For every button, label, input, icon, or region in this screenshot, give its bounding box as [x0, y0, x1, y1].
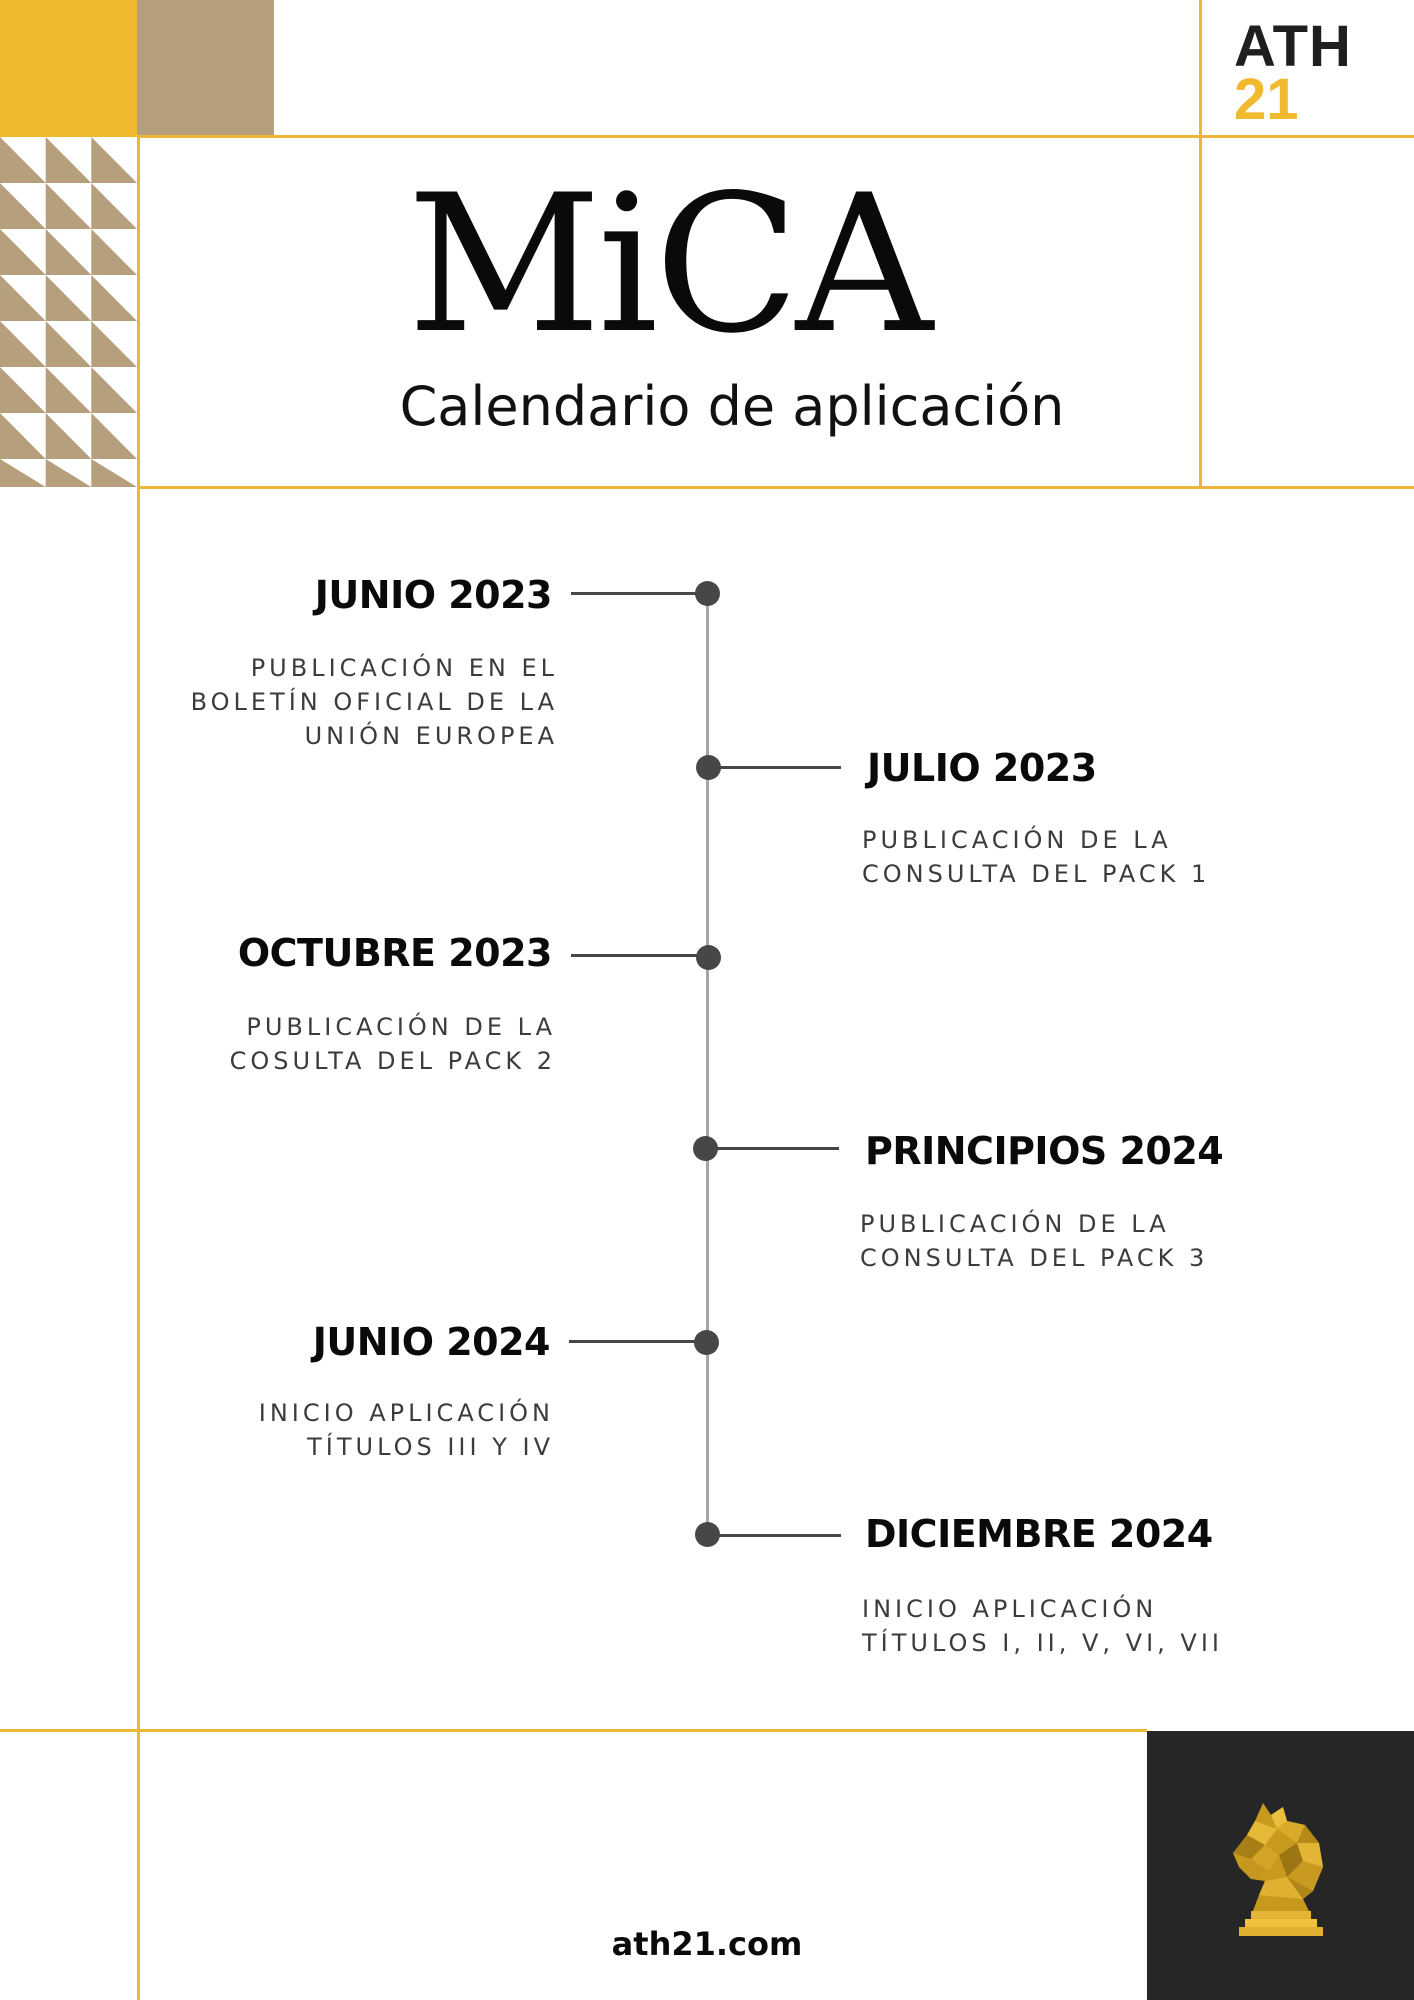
timeline-dot	[694, 1330, 719, 1355]
timeline-description: PUBLICACIÓN EN EL BOLETÍN OFICIAL DE LA UNIÓN EUROPEA	[190, 654, 558, 750]
timeline-connector	[571, 954, 708, 957]
timeline-date: JULIO 2023	[867, 746, 1097, 790]
ath21-logo	[1234, 14, 1374, 132]
timeline-description: PUBLICACIÓN DE LA CONSULTA DEL PACK 3	[860, 1210, 1209, 1272]
decor-triangle-pattern	[0, 137, 137, 487]
timeline-dot	[696, 755, 721, 780]
timeline-date: JUNIO 2023	[314, 573, 552, 617]
footer-website-link[interactable]: ath21.com	[611, 1925, 803, 1963]
timeline-dot	[693, 1136, 718, 1161]
timeline-connector	[571, 592, 708, 595]
logo-line1: ATH	[1234, 14, 1352, 79]
rule-header-bottom	[137, 486, 1414, 489]
timeline-description: PUBLICACIÓN DE LA COSULTA DEL PACK 2	[229, 1013, 556, 1075]
timeline-dot	[695, 1522, 720, 1547]
logo-line2: 21	[1234, 67, 1299, 132]
page-subtitle: Calendario de aplicación	[399, 375, 1065, 438]
timeline-description: INICIO APLICACIÓN TÍTULOS I, II, V, VI, VII	[862, 1595, 1223, 1657]
rule-footer-top	[0, 1729, 1147, 1732]
timeline-connector	[708, 766, 841, 769]
timeline-date: DICIEMBRE 2024	[865, 1512, 1213, 1556]
timeline-axis	[706, 592, 709, 1536]
timeline-connector	[708, 1147, 839, 1150]
timeline-date: PRINCIPIOS 2024	[865, 1129, 1224, 1173]
timeline-description: PUBLICACIÓN DE LA CONSULTA DEL PACK 1	[862, 826, 1211, 888]
timeline-connector	[569, 1340, 708, 1343]
decor-tan-square	[137, 0, 274, 137]
page-title: MiCA	[407, 154, 929, 375]
rule-top	[137, 135, 1414, 138]
timeline-description: INICIO APLICACIÓN TÍTULOS III Y IV	[258, 1399, 554, 1461]
timeline-dot	[696, 945, 721, 970]
timeline-date: JUNIO 2024	[312, 1320, 550, 1364]
timeline-connector	[708, 1534, 841, 1537]
timeline-dot	[695, 581, 720, 606]
timeline-date: OCTUBRE 2023	[237, 931, 552, 975]
decor-yellow-square	[0, 0, 137, 137]
knight-chess-icon	[1225, 1795, 1335, 1940]
